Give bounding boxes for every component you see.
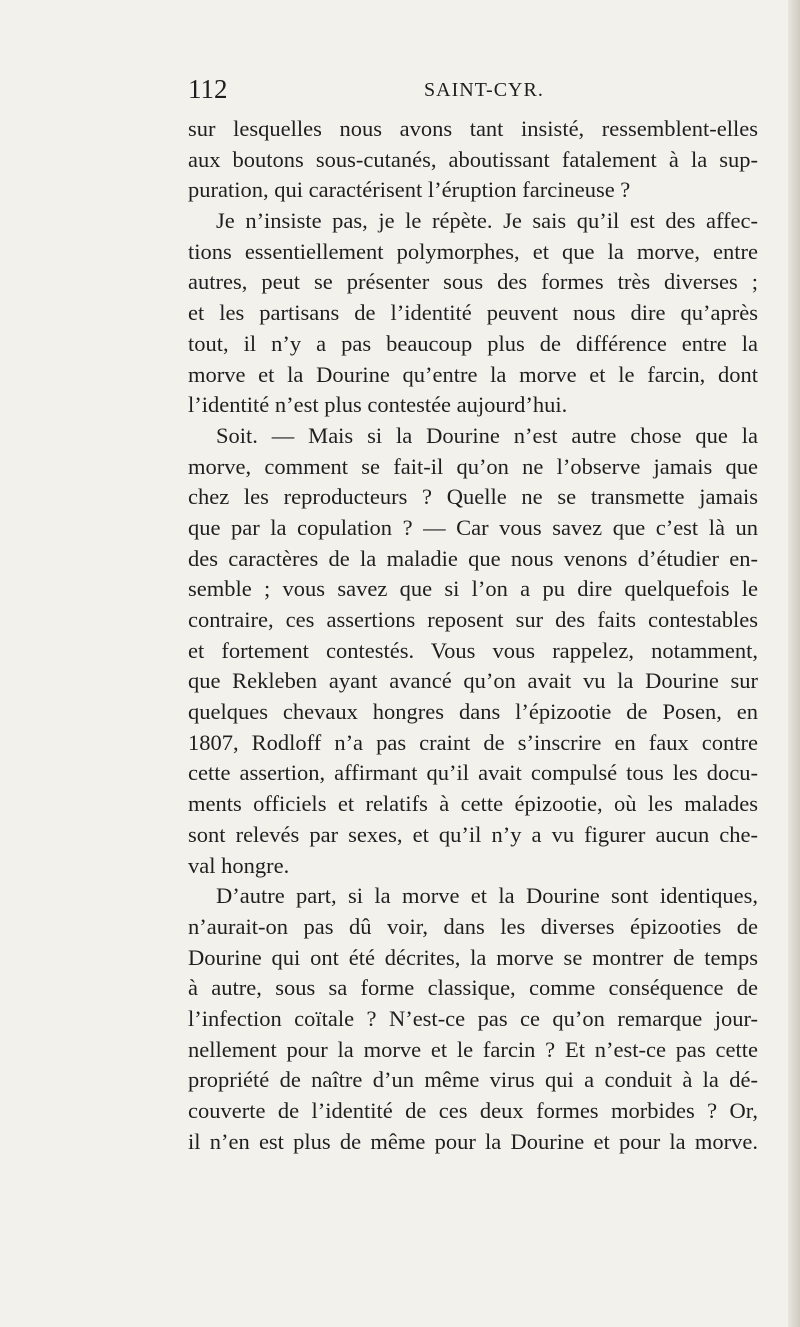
- text-line: il n’en est plus de même pour la Dourine et pour la morve.: [188, 1128, 758, 1154]
- text-line: tions essentiellement polymorphes, et que la morve, entre: [188, 238, 758, 264]
- text-line: ments officiels et relatifs à cette épizootie, où les malades: [188, 791, 758, 817]
- text-line: propriété de naître d’un même virus qui a conduit à la dé-: [188, 1067, 758, 1093]
- text-line: Soit. — Mais si la Dourine n’est autre chose que la: [216, 422, 758, 448]
- text-line: Je n’insiste pas, je le répète. Je sais qu’il est des affec-: [216, 208, 758, 234]
- body-text: [188, 114, 758, 1157]
- text-line: D’autre part, si la morve et la Dourine sont identiques,: [216, 883, 758, 909]
- text-line: et les partisans de l’identité peuvent nous dire qu’après: [188, 300, 758, 326]
- text-line: que par la copulation ? — Car vous savez que c’est là un: [188, 514, 758, 540]
- text-line: à autre, sous sa forme classique, comme conséquence de: [188, 975, 758, 1001]
- text-line: que Rekleben ayant avancé qu’on avait vu la Dourine sur: [188, 668, 758, 694]
- text-line: l’identité n’est plus contestée aujourd’hui.: [188, 392, 568, 418]
- text-line: n’aurait-on pas dû voir, dans les diverses épizooties de: [188, 913, 758, 939]
- text-line: couverte de l’identité de ces deux formes morbides ? Or,: [188, 1098, 758, 1123]
- text-line: contraire, ces assertions reposent sur des faits contestables: [188, 607, 758, 632]
- text-line: sur lesquelles nous avons tant insisté, ressemblent-elles: [188, 116, 758, 141]
- text-line: morve, comment se fait-il qu’on ne l’observe jamais que: [188, 453, 758, 479]
- text-line: des caractères de la maladie que nous venons d’étudier en-: [188, 545, 758, 571]
- text-line: autres, peut se présenter sous des formes très diverses ;: [188, 269, 758, 295]
- text-line: morve et la Dourine qu’entre la morve et le farcin, dont: [188, 361, 758, 387]
- page-number: 112: [188, 74, 228, 104]
- text-line: nellement pour la morve et le farcin ? Et n’est-ce pas cette: [188, 1036, 758, 1062]
- page-header: [188, 72, 758, 106]
- running-title: SAINT-CYR.: [424, 79, 544, 101]
- text-line: tout, il n’y a pas beaucoup plus de différence entre la: [188, 330, 758, 356]
- text-line: sont relevés par sexes, et qu’il n’y a vu figurer aucun che-: [188, 821, 758, 847]
- text-line: l’infection coïtale ? N’est-ce pas ce qu’on remarque jour-: [188, 1005, 758, 1031]
- text-line: et fortement contestés. Vous vous rappelez, notamment,: [188, 637, 758, 663]
- text-line: puration, qui caractérisent l’éruption farcineuse ?: [188, 177, 631, 203]
- text-line: 1807, Rodloff n’a pas craint de s’inscrire en faux contre: [188, 729, 758, 755]
- text-line: aux boutons sous-cutanés, aboutissant fatalement à la sup-: [188, 146, 758, 172]
- text-line: semble ; vous savez que si l’on a pu dire quelquefois le: [188, 576, 758, 602]
- text-line: val hongre.: [188, 852, 290, 878]
- page-edge-shadow: [788, 0, 800, 1327]
- text-line: Dourine qui ont été décrites, la morve se montrer de temps: [188, 944, 758, 970]
- text-line: quelques chevaux hongres dans l’épizootie de Posen, en: [188, 699, 758, 725]
- text-line: chez les reproducteurs ? Quelle ne se transmette jamais: [188, 484, 758, 510]
- text-line: cette assertion, affirmant qu’il avait compulsé tous les docu-: [188, 760, 758, 786]
